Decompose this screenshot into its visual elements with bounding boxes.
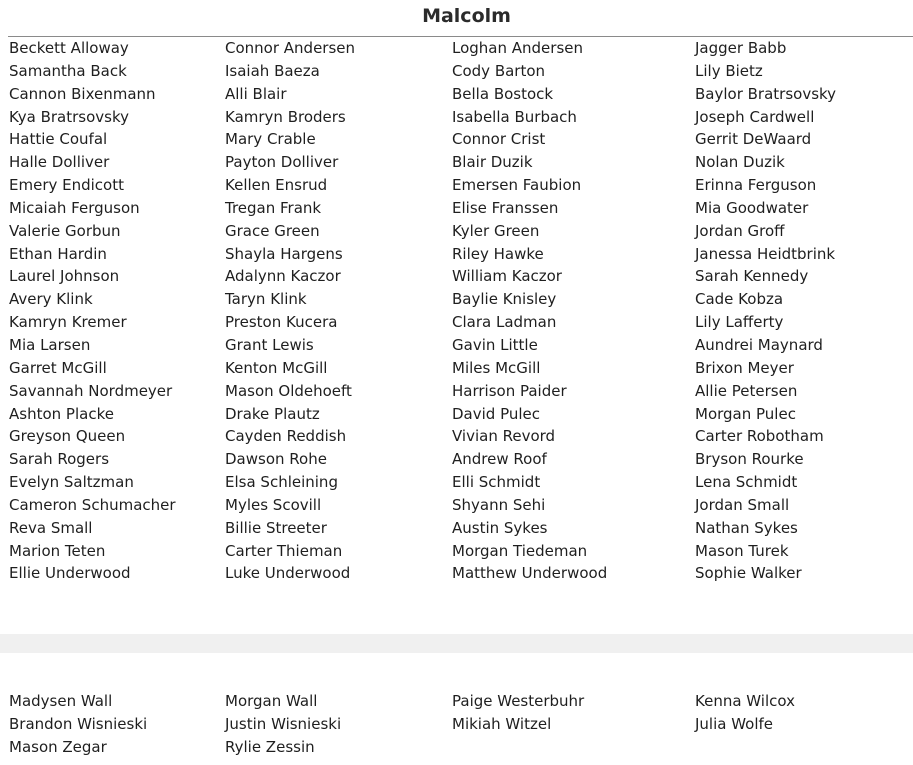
- student-name: Kamryn Kremer: [9, 313, 127, 332]
- student-name: Ellie Underwood: [9, 564, 131, 583]
- student-name: Nolan Duzik: [695, 153, 785, 172]
- continued-column-1: [9, 690, 147, 759]
- student-name: Kellen Ensrud: [225, 176, 328, 195]
- student-name: Kyler Green: [452, 221, 540, 240]
- student-name: Gavin Little: [452, 335, 538, 354]
- continued-column-2: [225, 690, 341, 759]
- page-break-band: [0, 634, 913, 653]
- student-name: Greyson Queen: [9, 427, 126, 446]
- student-name: Beckett Alloway: [9, 39, 129, 57]
- student-name: Morgan Wall: [225, 692, 318, 710]
- student-name: Matthew Underwood: [452, 564, 608, 583]
- student-name: Mia Larsen: [9, 335, 91, 354]
- student-name: Dawson Rohe: [225, 450, 327, 469]
- roster-column-1: [9, 37, 176, 585]
- student-name: Julia Wolfe: [695, 714, 774, 733]
- student-name: Sarah Kennedy: [695, 267, 809, 286]
- student-name: Harrison Paider: [452, 381, 567, 400]
- student-name: Blair Duzik: [452, 153, 533, 172]
- student-name: Lena Schmidt: [695, 473, 798, 492]
- student-name: Cameron Schumacher: [9, 495, 176, 514]
- student-name: Cannon Bixenmann: [9, 84, 156, 103]
- student-name: Sophie Walker: [695, 564, 802, 583]
- student-name: Garret McGill: [9, 358, 107, 377]
- student-name: Marion Teten: [9, 541, 106, 560]
- student-name: Halle Dolliver: [9, 153, 110, 172]
- student-name: Kenna Wilcox: [695, 692, 795, 710]
- student-name: Emery Endicott: [9, 176, 124, 195]
- student-name: Mason Oldehoeft: [225, 381, 352, 400]
- student-name: Allie Petersen: [695, 381, 798, 400]
- student-name: Kamryn Broders: [225, 107, 346, 126]
- student-name: Mikiah Witzel: [452, 714, 552, 733]
- student-name: Avery Klink: [9, 290, 93, 309]
- student-name: Elise Franssen: [452, 198, 559, 217]
- student-name: Joseph Cardwell: [695, 107, 815, 126]
- student-name: Elsa Schleining: [225, 473, 338, 492]
- roster-column-4: [695, 37, 836, 585]
- student-name: Andrew Roof: [452, 450, 547, 469]
- student-name: William Kaczor: [452, 267, 562, 286]
- student-name: Shyann Sehi: [452, 495, 546, 514]
- student-name: Billie Streeter: [225, 518, 327, 537]
- student-name: Nathan Sykes: [695, 518, 798, 537]
- student-name: Laurel Johnson: [9, 267, 120, 286]
- student-name: Hattie Coufal: [9, 130, 108, 149]
- student-name: Cayden Reddish: [225, 427, 347, 446]
- student-name: Gerrit DeWaard: [695, 130, 812, 149]
- student-name: Paige Westerbuhr: [452, 692, 585, 710]
- student-name: Morgan Tiedeman: [452, 541, 588, 560]
- student-name: Shayla Hargens: [225, 244, 343, 263]
- student-name: Aundrei Maynard: [695, 335, 823, 354]
- student-name: Grant Lewis: [225, 335, 314, 354]
- student-name: Alli Blair: [225, 84, 287, 103]
- student-name: Elli Schmidt: [452, 473, 541, 492]
- student-name: Reva Small: [9, 518, 93, 537]
- student-name: Micaiah Ferguson: [9, 198, 140, 217]
- student-name: David Pulec: [452, 404, 541, 423]
- student-name: Lily Lafferty: [695, 313, 784, 332]
- continued-column-3: [452, 690, 584, 736]
- student-name: Cody Barton: [452, 61, 546, 80]
- student-name: Valerie Gorbun: [9, 221, 121, 240]
- student-name: Vivian Revord: [452, 427, 556, 446]
- student-name: Mary Crable: [225, 130, 316, 149]
- student-name: Brixon Meyer: [695, 358, 794, 377]
- student-name: Jordan Groff: [695, 221, 785, 240]
- student-name: Isaiah Baeza: [225, 61, 320, 80]
- student-name: Emersen Faubion: [452, 176, 582, 195]
- student-name: Loghan Andersen: [452, 39, 584, 57]
- student-name: Jagger Babb: [695, 39, 787, 57]
- student-name: Carter Robotham: [695, 427, 824, 446]
- student-name: Baylor Bratrsovsky: [695, 84, 837, 103]
- student-name: Connor Crist: [452, 130, 546, 149]
- student-name: Carter Thieman: [225, 541, 343, 560]
- roster-column-3: [452, 37, 607, 585]
- student-name: Miles McGill: [452, 358, 541, 377]
- student-name: Janessa Heidtbrink: [695, 244, 836, 263]
- student-name: Adalynn Kaczor: [225, 267, 341, 286]
- student-name: Mason Turek: [695, 541, 789, 560]
- student-name: Kenton McGill: [225, 358, 328, 377]
- student-name: Mason Zegar: [9, 737, 107, 756]
- page-title: Malcolm: [422, 5, 511, 27]
- student-name: Morgan Pulec: [695, 404, 796, 423]
- student-name: Myles Scovill: [225, 495, 322, 514]
- student-name: Tregan Frank: [225, 198, 322, 217]
- student-name: Grace Green: [225, 221, 320, 240]
- student-name: Bella Bostock: [452, 84, 554, 103]
- roster-column-2: [225, 37, 355, 585]
- student-name: Baylie Knisley: [452, 290, 557, 309]
- student-name: Jordan Small: [695, 495, 790, 514]
- student-name: Brandon Wisnieski: [9, 714, 148, 733]
- student-name: Kya Bratrsovsky: [9, 107, 129, 126]
- student-name: Austin Sykes: [452, 518, 548, 537]
- continued-column-4: [695, 690, 795, 736]
- student-name: Erinna Ferguson: [695, 176, 817, 195]
- student-name: Clara Ladman: [452, 313, 557, 332]
- student-name: Preston Kucera: [225, 313, 338, 332]
- student-name: Payton Dolliver: [225, 153, 339, 172]
- student-name: Lily Bietz: [695, 61, 763, 80]
- student-name: Samantha Back: [9, 61, 127, 80]
- student-name: Cade Kobza: [695, 290, 784, 309]
- student-name: Sarah Rogers: [9, 450, 110, 469]
- student-name: Ashton Placke: [9, 404, 114, 423]
- student-name: Drake Plautz: [225, 404, 320, 423]
- student-name: Evelyn Saltzman: [9, 473, 134, 492]
- student-name: Isabella Burbach: [452, 107, 577, 126]
- student-name: Rylie Zessin: [225, 737, 315, 756]
- student-name: Luke Underwood: [225, 564, 351, 583]
- student-name: Justin Wisnieski: [225, 714, 342, 733]
- student-name: Ethan Hardin: [9, 244, 107, 263]
- student-name: Taryn Klink: [225, 290, 307, 309]
- student-name: Riley Hawke: [452, 244, 544, 263]
- student-name: Mia Goodwater: [695, 198, 809, 217]
- student-name: Savannah Nordmeyer: [9, 381, 173, 400]
- student-name: Madysen Wall: [9, 692, 113, 710]
- student-name: Bryson Rourke: [695, 450, 804, 469]
- student-name: Connor Andersen: [225, 39, 356, 57]
